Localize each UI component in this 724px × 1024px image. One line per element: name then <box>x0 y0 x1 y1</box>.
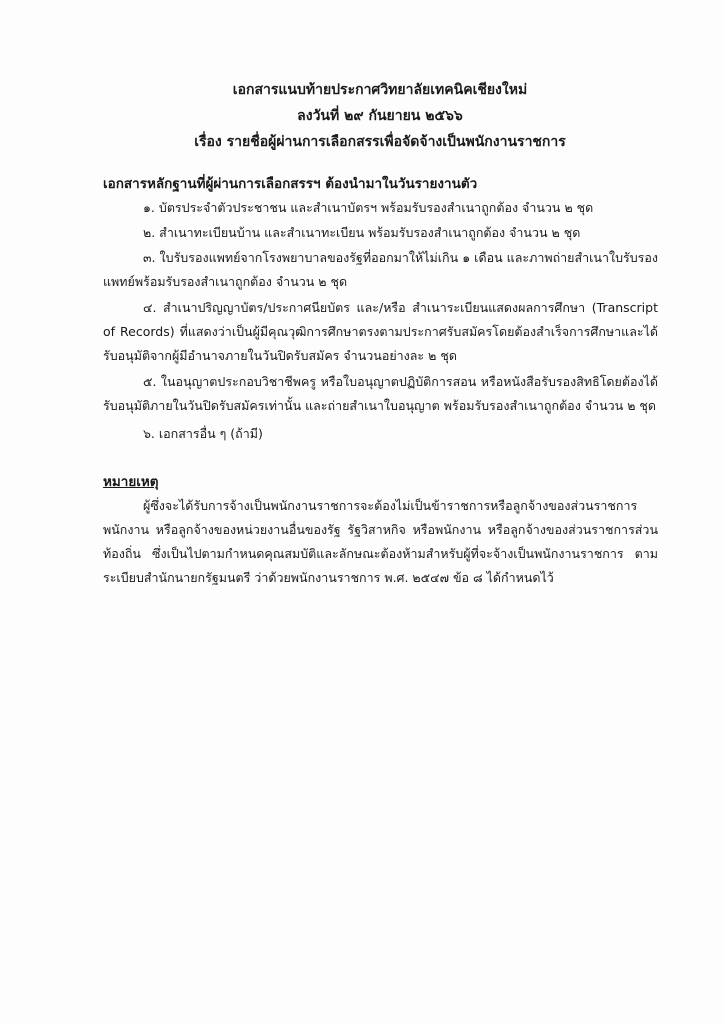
list-item-2 <box>103 221 658 245</box>
list-item-text: ๑. บัตรประจำตัวประชาชน และสำเนาบัตรฯ พร้อมรับรองสำเนาถูกต้อง จำนวน ๒ ชุด <box>143 200 594 215</box>
list-item-text: ๒. สำเนาทะเบียนบ้าน และสำเนาทะเบียน พร้อมรับรองสำเนาถูกต้อง จำนวน ๒ ชุด <box>143 225 581 240</box>
section-title: เอกสารหลักฐานที่ผู้ผ่านการเลือกสรรฯ ต้องนำมาในวันรายงานตัว <box>103 176 478 192</box>
list-item-text: ๖. เอกสารอื่น ๆ (ถ้ามี) <box>143 426 263 441</box>
list-item-5 <box>103 370 658 418</box>
list-item-4 <box>103 296 658 368</box>
list-item-6 <box>103 422 658 446</box>
list-item-text: ๕. ในอนุญาตประกอบวิชาชีพครู หรือใบอนุญาตปฏิบัติการสอน หรือหนังสือรับรองสิทธิโดยต้องได้รับอนุมัติภายในวันปิดรับสมัครเท่านั้น และถ่ายสำเนาใบอนุญาต พร้อมรับรองสำเนาถูกต้อง จำนวน ๒ ชุด <box>103 374 658 413</box>
note-text: ผู้ซึ่งจะได้รับการจ้างเป็นพนักงานราชการจะต้องไม่เป็นข้าราชการหรือลูกจ้างของส่วนราชการ พนักงาน หรือลูกจ้างของหน่วยงานอื่นของรัฐ รัฐวิสาหกิจ หรือพนักงาน หรือลูกจ้างของส่วนราชการส่วนท้องถิ่น ซึ่งเป็นไปตามกำหนดคุณสมบัติและลักษณะต้องห้ามสำหรับผู้ที่จะจ้างเป็นพนักงานราชการ ตามระเบียบสำนักนายกรัฐมนตรี ว่าด้วยพนักงานราชการ พ.ศ. ๒๕๔๗ ข้อ ๘ ได้กำหนดไว้ <box>103 498 658 585</box>
note-paragraph <box>103 494 658 590</box>
header-line-2: ลงวันที่ ๒๙ กันยายน ๒๕๖๖ <box>297 108 463 124</box>
note-title: หมายเหตุ <box>103 474 159 490</box>
list-item-text: ๓. ใบรับรองแพทย์จากโรงพยาบาลของรัฐที่ออกมาให้ไม่เกิน ๑ เดือน และภาพถ่ายสำเนาใบรับรองแพทย์พร้อมรับรองสำเนาถูกต้อง จำนวน ๒ ชุด <box>103 250 658 289</box>
header-line-3: เรื่อง รายชื่อผู้ผ่านการเลือกสรรเพื่อจัดจ้างเป็นพนักงานราชการ <box>194 134 566 150</box>
list-item-3 <box>103 246 658 294</box>
list-item-1 <box>103 196 658 220</box>
list-item-text: ๔. สำเนาปริญญาบัตร/ประกาศนียบัตร และ/หรือ สำเนาระเบียนแสดงผลการศึกษา (Transcript of Records) ที่แสดงว่าเป็นผู้มีคุณวุฒิการศึกษาตรงตามประกาศรับสมัครโดยต้องสำเร็จการศึกษาและได้รับอนุมัติจากผู้มีอำนาจภายในวันปิดรับสมัคร จำนวนอย่างละ ๒ ชุด <box>103 300 658 363</box>
header-line-1: เอกสารแนบท้ายประกาศวิทยาลัยเทคนิคเชียงใหม่ <box>232 82 528 98</box>
